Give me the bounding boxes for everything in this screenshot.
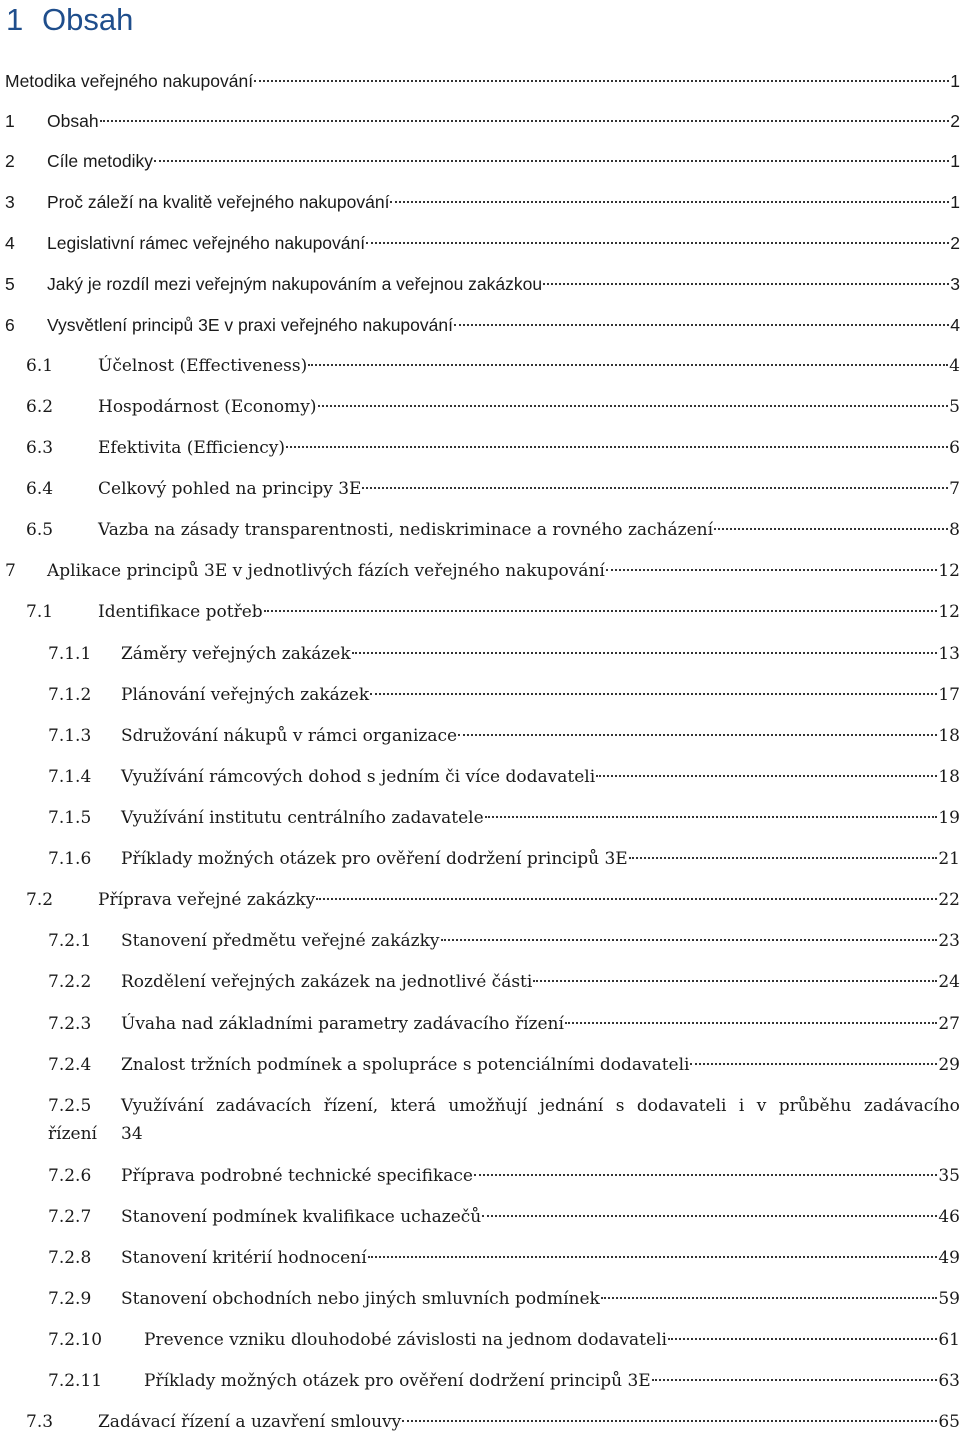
toc-number: 7.1.4 xyxy=(48,767,92,787)
toc-page: 8 xyxy=(949,520,960,540)
toc-entry-7[interactable] xyxy=(0,556,960,586)
toc-page: 4 xyxy=(949,356,960,376)
toc-page: 1 xyxy=(950,192,960,212)
toc-number: 1 xyxy=(5,111,15,131)
toc-entry-7-2-1[interactable] xyxy=(0,926,960,956)
toc-title-word: zadávacího xyxy=(863,1096,960,1116)
toc-title: Příklady možných otázek pro ověření dodržení principů 3E xyxy=(121,849,628,869)
toc-number: 5 xyxy=(5,274,15,294)
toc-entry-7-2-8[interactable] xyxy=(0,1243,960,1273)
toc-number: 7.2.11 xyxy=(48,1371,103,1391)
toc-entry-6-2[interactable] xyxy=(0,392,960,422)
toc-entry-7-1-5[interactable] xyxy=(0,803,960,833)
toc-page: 27 xyxy=(938,1014,960,1034)
toc-entry-7-2-3[interactable] xyxy=(0,1009,960,1039)
toc-title-word: v xyxy=(756,1096,767,1116)
dot-leader xyxy=(100,120,950,122)
toc-number: 7.2.1 xyxy=(48,931,92,951)
toc-title: Metodika veřejného nakupování xyxy=(5,71,254,91)
toc-page: 13 xyxy=(938,644,960,664)
toc-entry-7-2-11[interactable] xyxy=(0,1366,960,1396)
toc-title-word: s xyxy=(615,1096,625,1116)
toc-number: 6.2 xyxy=(26,397,54,417)
toc-page: 12 xyxy=(938,561,960,581)
dot-leader xyxy=(154,160,949,162)
dot-leader xyxy=(286,446,948,448)
toc-page: 7 xyxy=(949,479,960,499)
toc-title: Legislativní rámec veřejného nakupování xyxy=(47,233,366,253)
toc-title xyxy=(121,1092,960,1120)
toc-number: 6.4 xyxy=(26,479,54,499)
dot-leader xyxy=(254,80,949,82)
toc-title-continued: řízení xyxy=(48,1124,97,1144)
dot-leader xyxy=(543,283,949,285)
dot-leader xyxy=(458,734,937,736)
dot-leader xyxy=(264,610,938,612)
toc-page: 17 xyxy=(938,685,960,705)
toc-entry-7-1-4[interactable] xyxy=(0,762,960,792)
dot-leader xyxy=(652,1379,938,1381)
dot-leader xyxy=(402,1420,937,1422)
dot-leader xyxy=(533,980,937,982)
toc-page: 49 xyxy=(938,1248,960,1268)
toc-page: 12 xyxy=(938,602,960,622)
dot-leader xyxy=(629,857,938,859)
dot-leader xyxy=(714,528,948,530)
toc-entry-7-1-2[interactable] xyxy=(0,680,960,710)
toc-entry-6-1[interactable] xyxy=(0,351,960,381)
toc-title: Cíle metodiky xyxy=(47,151,154,171)
toc-entry-2[interactable] xyxy=(0,146,960,176)
toc-page: 6 xyxy=(949,438,960,458)
toc-entry-6-5[interactable] xyxy=(0,515,960,545)
toc-entry-7-1[interactable] xyxy=(0,597,960,627)
toc-entry-7-2-2[interactable] xyxy=(0,967,960,997)
toc-number: 7.2.6 xyxy=(48,1166,92,1186)
toc-number: 7.2 xyxy=(26,890,54,910)
toc-entry-7-1-3[interactable] xyxy=(0,721,960,751)
dot-leader xyxy=(352,652,938,654)
toc-page: 5 xyxy=(949,397,960,417)
dot-leader xyxy=(565,1022,937,1024)
toc-entry-6-4[interactable] xyxy=(0,474,960,504)
toc-number: 7.1.2 xyxy=(48,685,92,705)
toc-title: Celkový pohled na principy 3E xyxy=(98,479,362,499)
toc-number: 6 xyxy=(5,315,15,335)
toc-page: 63 xyxy=(938,1371,960,1391)
toc-page: 1 xyxy=(950,71,960,91)
toc-entry-7-2-9[interactable] xyxy=(0,1284,960,1314)
toc-entry-7-1-1[interactable] xyxy=(0,639,960,669)
toc-title-word: umožňují xyxy=(448,1096,528,1116)
dot-leader xyxy=(370,693,937,695)
toc-page: 2 xyxy=(950,111,960,131)
toc-title-word: zadávacích xyxy=(216,1096,312,1116)
toc-title-word: jednání xyxy=(539,1096,604,1116)
toc-title: Prevence vzniku dlouhodobé závislosti na jednom dodavateli xyxy=(144,1330,667,1350)
toc-page: 61 xyxy=(938,1330,960,1350)
toc-title: Proč záleží na kvalitě veřejného nakupování xyxy=(47,192,390,212)
toc-title: Vysvětlení principů 3E v praxi veřejného nakupování xyxy=(47,315,453,335)
toc-title: Stanovení podmínek kvalifikace uchazečů xyxy=(121,1207,482,1227)
toc-title: Rozdělení veřejných zakázek na jednotlivé části xyxy=(121,972,533,992)
toc-page: 18 xyxy=(938,726,960,746)
toc-number: 7 xyxy=(5,561,16,581)
toc-page: 1 xyxy=(950,151,960,171)
toc-number: 3 xyxy=(5,192,15,212)
toc-number: 7.1.6 xyxy=(48,849,92,869)
dot-leader xyxy=(485,816,938,818)
toc-number: 7.2.2 xyxy=(48,972,92,992)
toc-number: 7.1.5 xyxy=(48,808,92,828)
toc-entry-3[interactable] xyxy=(0,187,960,217)
toc-page: 3 xyxy=(950,274,960,294)
dot-leader xyxy=(474,1174,937,1176)
toc-title: Příprava podrobné technické specifikace xyxy=(121,1166,473,1186)
toc-number: 2 xyxy=(5,151,15,171)
toc-entry-5[interactable] xyxy=(0,269,960,299)
toc-title: Aplikace principů 3E v jednotlivých fázích veřejného nakupování xyxy=(47,561,605,581)
toc-entry-7-1-6[interactable] xyxy=(0,844,960,874)
toc-title: Úvaha nad základními parametry zadávacího řízení xyxy=(121,1014,564,1034)
toc-page: 23 xyxy=(938,931,960,951)
toc-number: 7.1.3 xyxy=(48,726,92,746)
dot-leader xyxy=(482,1215,937,1217)
dot-leader xyxy=(606,569,938,571)
toc-number: 7.2.10 xyxy=(48,1330,103,1350)
toc-title: Stanovení kritérií hodnocení xyxy=(121,1248,367,1268)
toc-entry-1[interactable] xyxy=(0,106,960,136)
toc-title: Jaký je rozdíl mezi veřejným nakupováním a veřejnou zakázkou xyxy=(47,274,543,294)
toc-title-word: Využívání xyxy=(121,1096,204,1116)
toc-title: Příklady možných otázek pro ověření dodržení principů 3E xyxy=(144,1371,651,1391)
toc-title-word: která xyxy=(390,1096,436,1116)
toc-page: 65 xyxy=(938,1412,960,1432)
toc-entry-metodika[interactable] xyxy=(0,66,960,96)
dot-leader xyxy=(596,775,937,777)
toc-title: Vazba na zásady transparentnosti, nediskriminace a rovného zacházení xyxy=(98,520,714,540)
toc-entry-6[interactable] xyxy=(0,310,960,340)
toc-number: 7.2.3 xyxy=(48,1014,92,1034)
toc-number: 7.2.4 xyxy=(48,1055,92,1075)
toc-number: 7.2.9 xyxy=(48,1289,92,1309)
toc-title: Plánování veřejných zakázek xyxy=(121,685,370,705)
toc-title-word: průběhu xyxy=(778,1096,852,1116)
page-title xyxy=(6,2,133,38)
toc-entry-7-2-7[interactable] xyxy=(0,1202,960,1232)
toc-page: 19 xyxy=(938,808,960,828)
toc-number: 7.1.1 xyxy=(48,644,92,664)
toc-number: 7.3 xyxy=(26,1412,54,1432)
toc-page: 4 xyxy=(950,315,960,335)
toc-title: Hospodárnost (Economy) xyxy=(98,397,317,417)
toc-title: Obsah xyxy=(47,111,99,131)
toc-title: Využívání rámcových dohod s jedním či více dodavateli xyxy=(121,767,596,787)
toc-entry-7-2[interactable] xyxy=(0,885,960,915)
dot-leader xyxy=(318,405,949,407)
dot-leader xyxy=(366,242,949,244)
toc-entry-7-2-6[interactable] xyxy=(0,1161,960,1191)
toc-number: 7.2.8 xyxy=(48,1248,92,1268)
toc-title-word: i xyxy=(738,1096,745,1116)
heading-title: Obsah xyxy=(42,2,134,37)
toc-title: Záměry veřejných zakázek xyxy=(121,644,351,664)
toc-title: Znalost tržních podmínek a spolupráce s potenciálními dodavateli xyxy=(121,1055,690,1075)
toc-page: 21 xyxy=(938,849,960,869)
dot-leader xyxy=(316,898,937,900)
toc-number: 7.1 xyxy=(26,602,54,622)
toc-number: 6.1 xyxy=(26,356,54,376)
toc-title: Zadávací řízení a uzavření smlouvy xyxy=(98,1412,402,1432)
toc-page: 18 xyxy=(938,767,960,787)
toc-page: 24 xyxy=(938,972,960,992)
toc-title: Účelnost (Effectiveness) xyxy=(98,356,308,376)
toc-number: 7.2.5 xyxy=(48,1096,92,1116)
toc-entry-7-3[interactable] xyxy=(0,1407,960,1437)
toc-entry-6-3[interactable] xyxy=(0,433,960,463)
dot-leader xyxy=(690,1063,937,1065)
toc-page: 59 xyxy=(938,1289,960,1309)
toc-title: Sdružování nákupů v rámci organizace xyxy=(121,726,458,746)
toc-page: 35 xyxy=(938,1166,960,1186)
toc-number: 4 xyxy=(5,233,15,253)
toc-page: 22 xyxy=(938,890,960,910)
dot-leader xyxy=(601,1297,938,1299)
toc-title: Identifikace potřeb xyxy=(98,602,263,622)
dot-leader xyxy=(668,1338,937,1340)
toc-number: 7.2.7 xyxy=(48,1207,92,1227)
dot-leader xyxy=(454,324,949,326)
toc-title: Efektivita (Efficiency) xyxy=(98,438,286,458)
toc-page: 2 xyxy=(950,233,960,253)
toc-title: Příprava veřejné zakázky xyxy=(98,890,316,910)
toc-number: 6.3 xyxy=(26,438,54,458)
dot-leader xyxy=(308,364,948,366)
toc-title: Stanovení předmětu veřejné zakázky xyxy=(121,931,440,951)
dot-leader xyxy=(441,939,938,941)
dot-leader xyxy=(362,487,948,489)
toc-title: Stanovení obchodních nebo jiných smluvních podmínek xyxy=(121,1289,600,1309)
heading-number: 1 xyxy=(6,2,24,37)
dot-leader xyxy=(390,201,949,203)
toc-page: 46 xyxy=(938,1207,960,1227)
dot-leader xyxy=(368,1256,938,1258)
toc-title: Využívání institutu centrálního zadavatele xyxy=(121,808,484,828)
toc-page: 29 xyxy=(938,1055,960,1075)
toc-entry-7-2-10[interactable] xyxy=(0,1325,960,1355)
toc-number: 6.5 xyxy=(26,520,54,540)
toc-entry-7-2-4[interactable] xyxy=(0,1050,960,1080)
toc-entry-4[interactable] xyxy=(0,228,960,258)
toc-title-word: dodavateli xyxy=(636,1096,727,1116)
toc-title-word: řízení, xyxy=(323,1096,379,1116)
toc-page: 34 xyxy=(121,1124,143,1144)
